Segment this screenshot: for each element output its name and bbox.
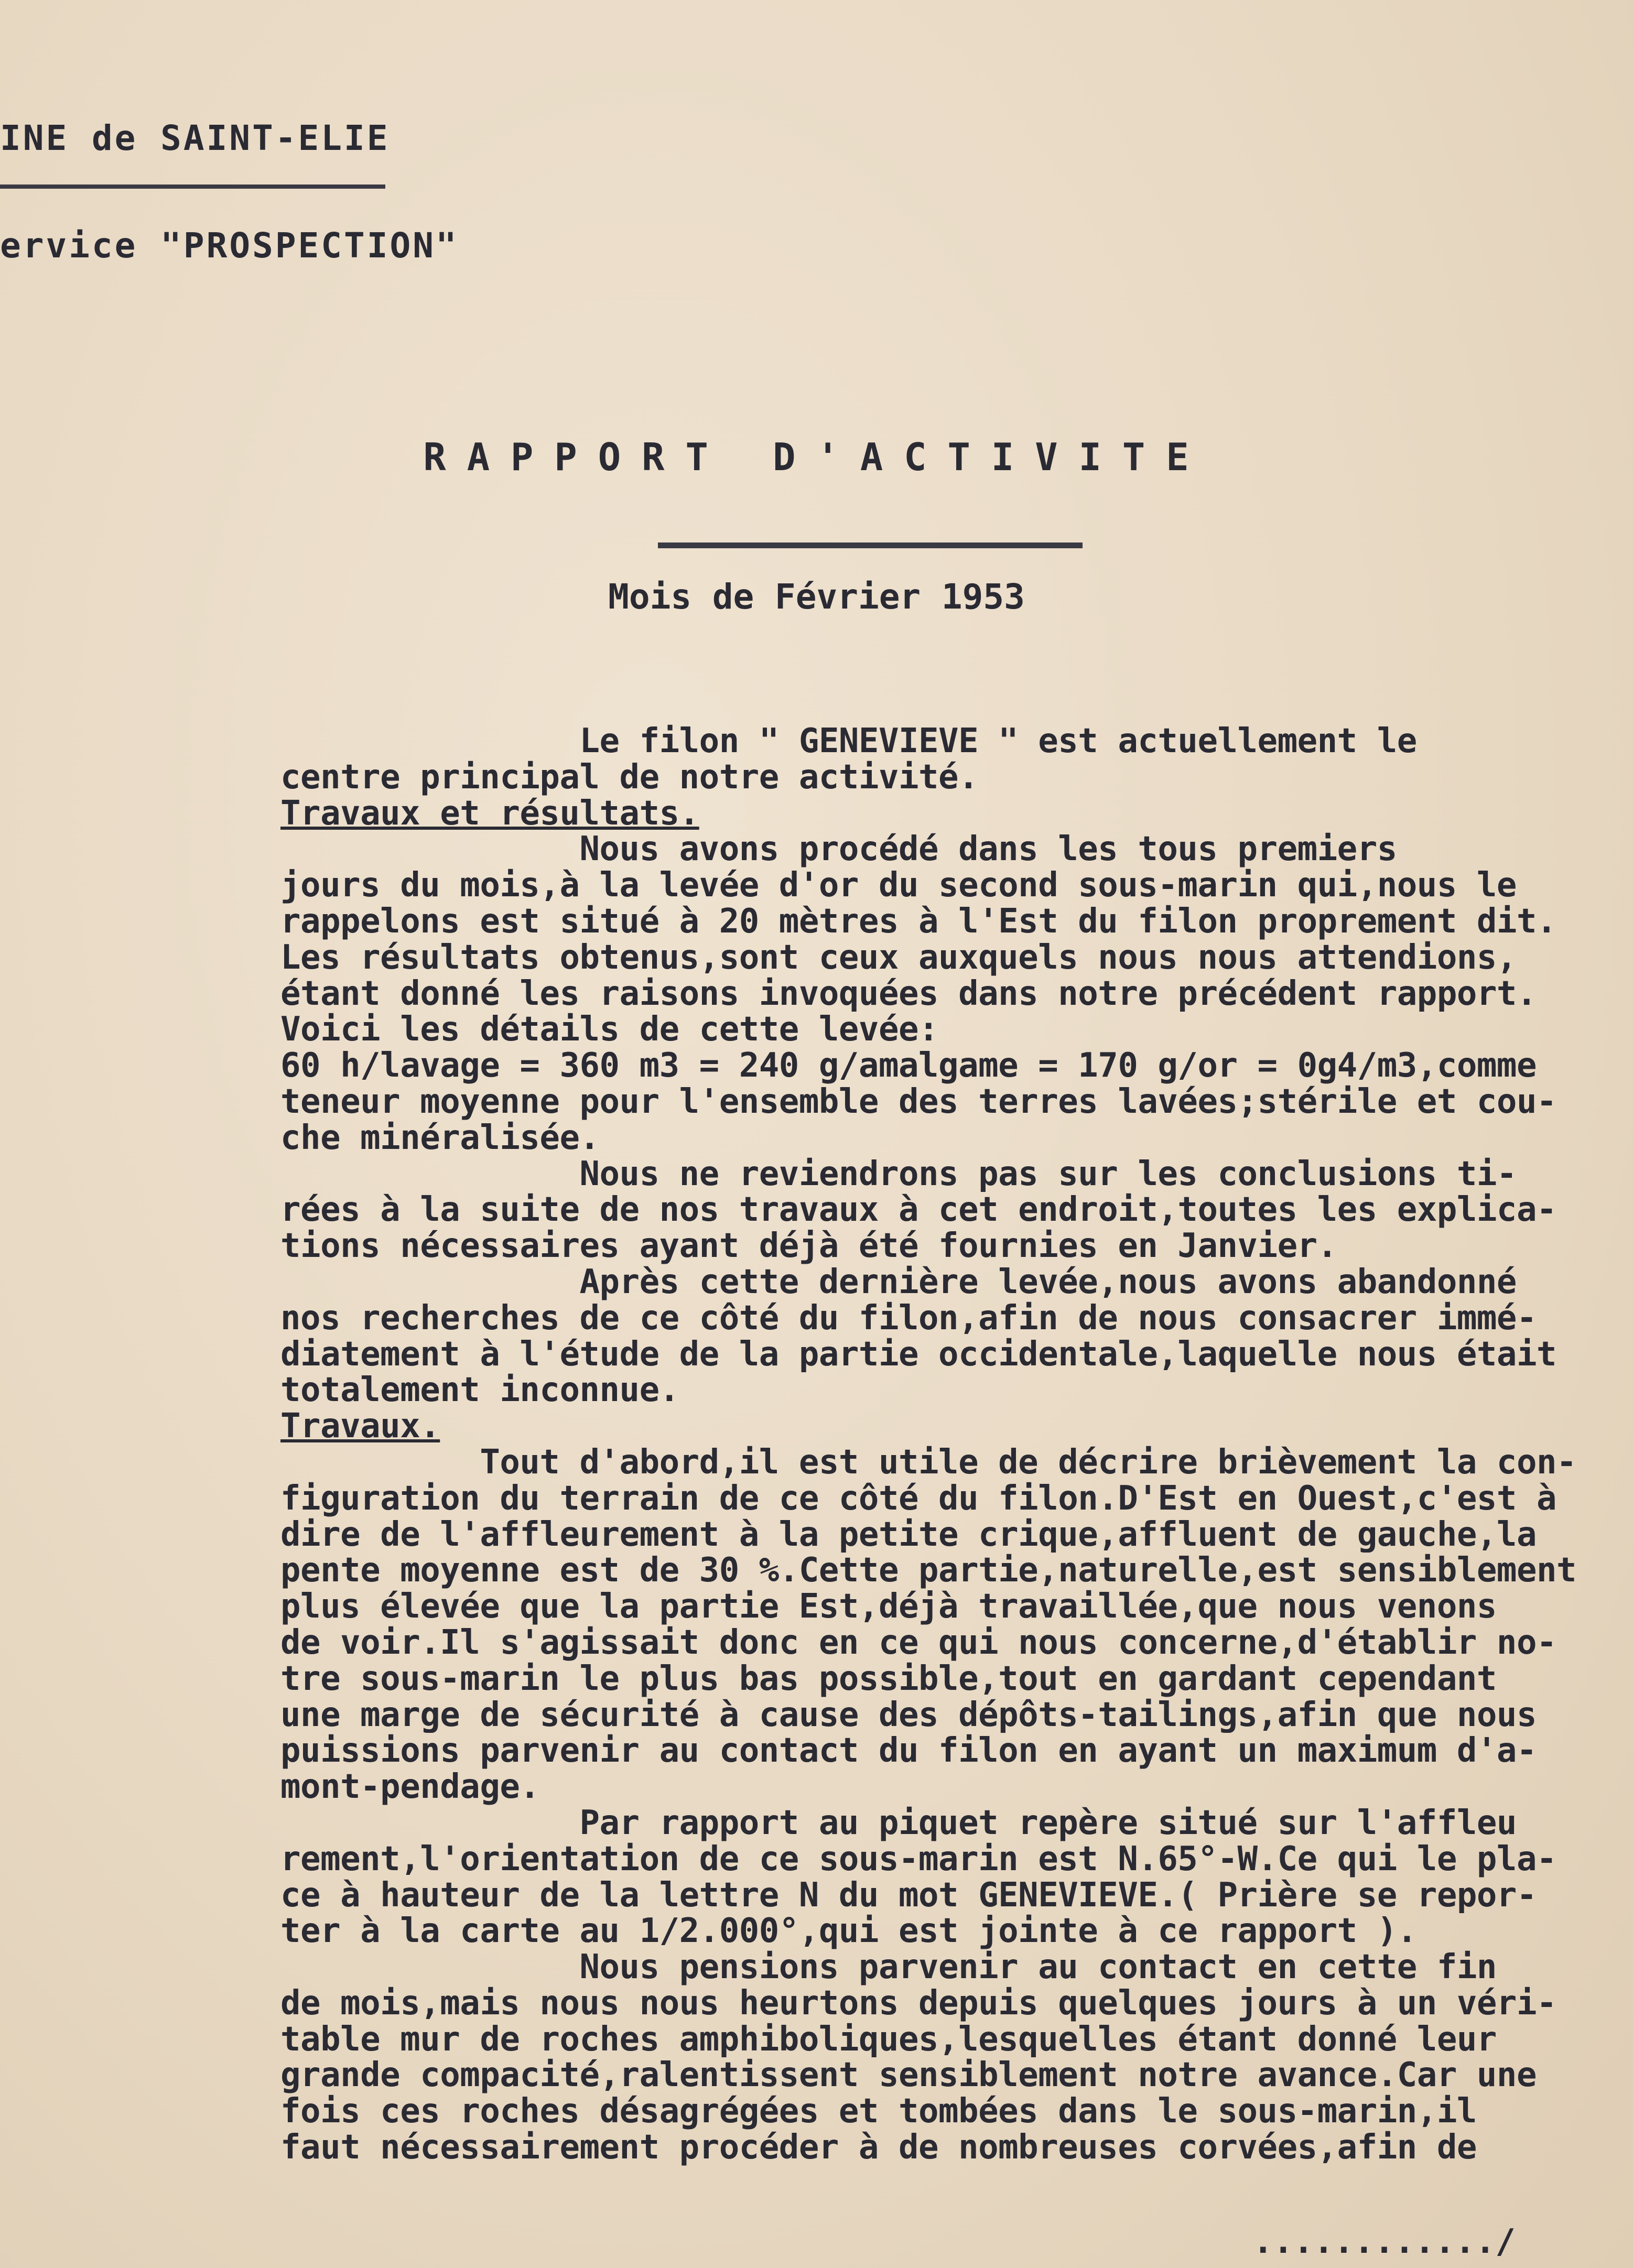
body-line: grande compacité,ralentissent sensiblement notre avance.Car une — [280, 2057, 1537, 2094]
body-line: de voir.Il s'agissait donc en ce qui nous concerne,d'établir no- — [280, 1624, 1556, 1661]
body-line: pente moyenne est de 30 %.Cette partie,naturelle,est sensiblement — [280, 1553, 1577, 1589]
body-line: Par rapport au piquet repère situé sur l'affleu — [280, 1805, 1517, 1841]
body-line: nos recherches de ce côté du filon,afin de nous consacrer immé- — [280, 1300, 1537, 1337]
body-line: tre sous-marin le plus bas possible,tout en gardant cependant — [280, 1661, 1497, 1697]
body-line: jours du mois,à la levée d'or du second sous-marin qui,nous le — [280, 867, 1517, 904]
header-rule — [0, 185, 385, 189]
body-line: une marge de sécurité à cause des dépôts-tailings,afin que nous — [280, 1697, 1537, 1733]
body-line: diatement à l'étude de la partie occidentale,laquelle nous était — [280, 1336, 1556, 1373]
body-line: 60 h/lavage = 360 m3 = 240 g/amalgame = 170 g/or = 0g4/m3,comme — [280, 1048, 1537, 1084]
body-line: ce à hauteur de la lettre N du mot GENEVIEVE.( Prière se repor- — [280, 1877, 1537, 1914]
body-line: Nous avons procédé dans les tous premiers — [280, 831, 1397, 868]
service-header: ervice "PROSPECTION" — [0, 225, 459, 266]
body-line: teneur moyenne pour l'ensemble des terres lavées;stérile et cou- — [280, 1083, 1556, 1120]
body-line: Les résultats obtenus,sont ceux auxquels nous nous attendions, — [280, 939, 1517, 976]
report-date: Mois de Février 1953 — [608, 577, 1025, 617]
report-body — [280, 723, 1633, 2166]
body-line: puissions parvenir au contact du filon en ayant un maximum d'a- — [280, 1733, 1537, 1770]
body-line: Voici les détails de cette levée: — [280, 1012, 939, 1048]
body-line: plus élevée que la partie Est,déjà travaillée,que nous venons — [280, 1589, 1497, 1625]
body-line: fois ces roches désagrégées et tombées dans le sous-marin,il — [280, 2093, 1477, 2130]
body-line: rappelons est situé à 20 mètres à l'Est du filon proprement dit. — [280, 903, 1556, 940]
body-line: Le filon " GENEVIEVE " est actuellement le — [280, 723, 1417, 759]
body-line: table mur de roches amphiboliques,lesquelles étant donné leur — [280, 2021, 1497, 2058]
body-line: rement,l'orientation de ce sous-marin est N.65°-W.Ce qui le pla- — [280, 1841, 1556, 1878]
body-line: figuration du terrain de ce côté du filon.D'Est en Ouest,c'est à — [280, 1480, 1556, 1517]
body-line: ter à la carte au 1/2.000°,qui est jointe à ce rapport ). — [280, 1913, 1417, 1950]
body-line: totalement inconnue. — [280, 1372, 679, 1409]
body-line: tions nécessaires ayant déjà été fournies en Janvier. — [280, 1228, 1337, 1264]
body-line: étant donné les raisons invoquées dans notre précédent rapport. — [280, 975, 1537, 1012]
body-line: Après cette dernière levée,nous avons abandonné — [280, 1264, 1517, 1300]
body-line: dire de l'affleurement à la petite crique,affluent de gauche,la — [280, 1516, 1537, 1553]
company-header: INE de SAINT-ELIE — [0, 118, 390, 158]
section-heading-travaux-resultats: Travaux et résultats. — [280, 795, 699, 832]
body-line: centre principal de notre activité. — [280, 759, 979, 796]
body-line: Nous pensions parvenir au contact en cette fin — [280, 1949, 1497, 1985]
section-heading-travaux: Travaux. — [280, 1408, 440, 1445]
body-line: de mois,mais nous nous heurtons depuis quelques jours à un véri- — [280, 1985, 1556, 2022]
continuation-marker: ............/ — [1253, 2222, 1516, 2261]
body-line: mont-pendage. — [280, 1769, 540, 1805]
body-line: faut nécessairement procéder à de nombreuses corvées,afin de — [280, 2130, 1477, 2166]
body-line: rées à la suite de nos travaux à cet endroit,toutes les explica- — [280, 1192, 1556, 1229]
body-line: Tout d'abord,il est utile de décrire brièvement la con- — [280, 1444, 1577, 1481]
title-rule — [658, 542, 1083, 548]
report-title: RAPPORT D'ACTIVITE — [423, 435, 1210, 479]
body-line: che minéralisée. — [280, 1120, 600, 1156]
body-line: Nous ne reviendrons pas sur les conclusions ti- — [280, 1156, 1517, 1192]
